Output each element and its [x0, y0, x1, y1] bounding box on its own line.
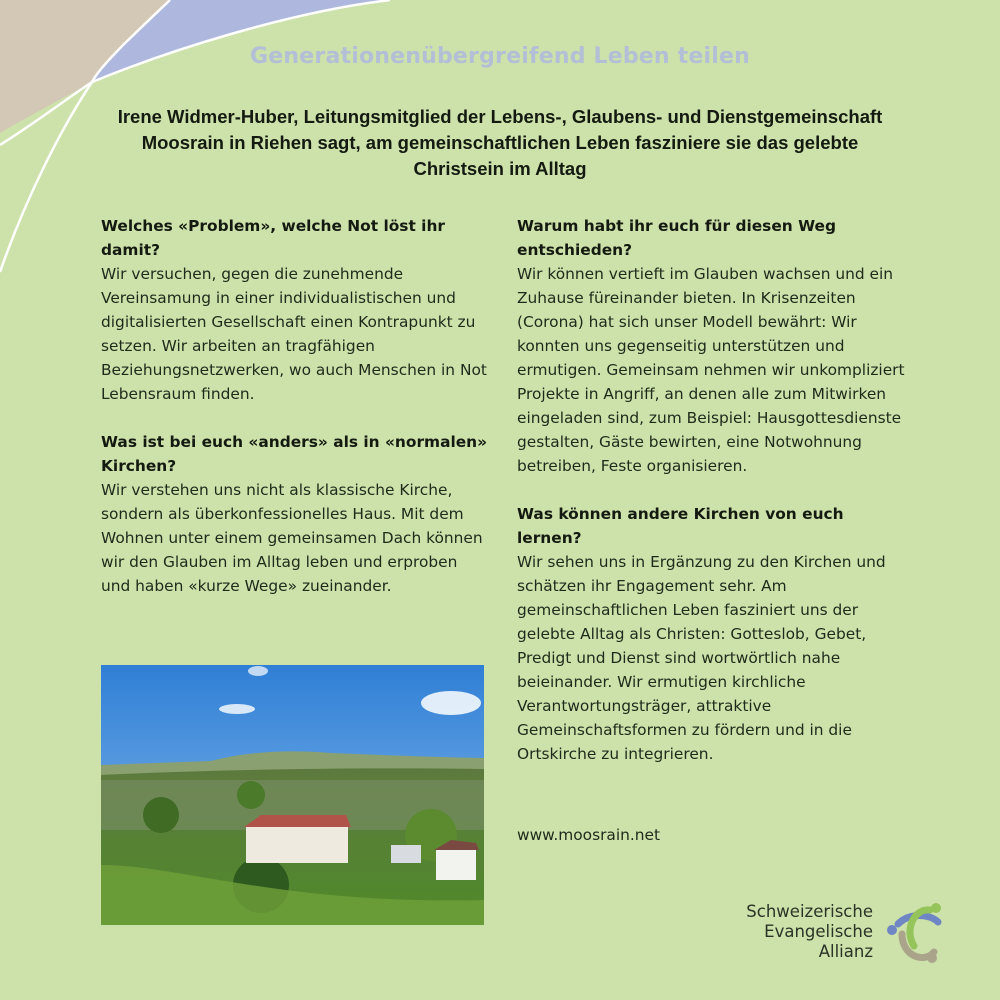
page-title: Generationenübergreifend Leben teilen — [250, 44, 750, 69]
organization-logo-text — [700, 902, 873, 962]
three-people-circle-icon — [884, 900, 950, 970]
question: Was ist bei euch «anders» als in «normalen» Kirchen? — [101, 433, 488, 475]
qa-block — [101, 430, 491, 598]
answer: Wir sehen uns in Ergänzung zu den Kirchen und schätzen ihr Engagement sehr. Am gemeinschaftlichen Leben fasziniert uns der gelebte Alltag als Christen: Gotteslob, Gebet, Predigt und Dienst sind wortwörtlich nahe beieinander. Wir ermutigen kirchliche Verantwortungsträger, attraktive Gemeinschaftsformen zu fördern und in die Ortskirche zu integrieren. — [517, 553, 886, 763]
answer: Wir versuchen, gegen die zunehmende Vereinsamung in einer individualistischen und digitalisierten Gesellschaft einen Kontrapunkt zu setzen. Wir arbeiten an tragfähigen Beziehungsnetzwerken, wo auch Menschen in Not Lebensraum finden. — [101, 265, 487, 403]
answer: Wir verstehen uns nicht als klassische Kirche, sondern als überkonfessionelles Haus. Mit dem Wohnen unter einem gemeinsamen Dach können wir den Glauben im Alltag leben und erproben und haben «kurze Wege» zueinander. — [101, 481, 483, 595]
aerial-photo — [101, 665, 484, 925]
answer: Wir können vertieft im Glauben wachsen und ein Zuhause füreinander bieten. In Krisenzeiten (Corona) hat sich unser Modell bewährt: Wir konnten uns gegenseitig unterstützen und ermutigen. Gemeinsam nehmen wir unkompliziert Projekte in Angriff, an denen alle zum Mitwirken eingeladen sind, zum Beispiel: Hausgottesdienste gestalten, Gäste bewirten, eine Notwohnung betreiben, Feste organisieren. — [517, 265, 905, 475]
logo-line: Allianz — [818, 942, 873, 961]
logo-line: Evangelische — [764, 922, 873, 941]
qa-block — [517, 214, 912, 478]
left-column — [101, 214, 491, 598]
website-link[interactable]: www.moosrain.net — [517, 826, 661, 844]
right-column — [517, 214, 912, 766]
page-subtitle: Irene Widmer-Huber, Leitungsmitglied der Lebens-, Glaubens- und Dienstgemeinschaft Moosrain in Riehen sagt, am gemeinschaftlichen Leben fasziniere sie das gelebte Christsein im Alltag — [117, 106, 883, 179]
question: Welches «Problem», welche Not löst ihr damit? — [101, 217, 446, 259]
question: Was können andere Kirchen von euch lernen? — [517, 505, 844, 547]
logo-line: Schweizerische — [746, 902, 873, 921]
question: Warum habt ihr euch für diesen Weg entschieden? — [517, 217, 836, 259]
qa-block — [517, 502, 912, 766]
qa-block — [101, 214, 491, 406]
